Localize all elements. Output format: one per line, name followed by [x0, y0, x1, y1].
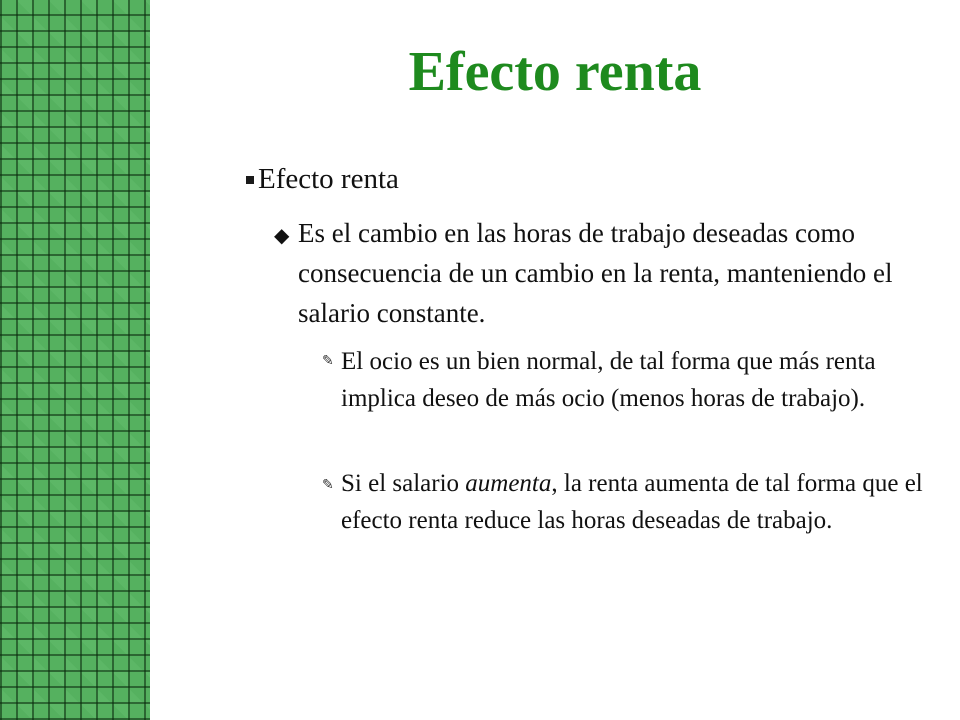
slide-title: Efecto renta	[408, 41, 702, 103]
pen-bullet-icon: ✎	[322, 478, 334, 493]
emphasized-word: aumenta	[465, 470, 552, 497]
square-bullet-icon	[246, 176, 254, 184]
bullet-text-segment: , la renta aumenta de tal forma que el efecto renta reduce las horas deseadas de trabajo.	[341, 470, 923, 534]
bullet-level3-text	[341, 465, 941, 539]
bullet-level3-text: El ocio es un bien normal, de tal forma que más renta implica deseo de más ocio (menos horas de trabajo).	[341, 348, 876, 412]
diamond-bullet-icon: ◆	[274, 225, 290, 247]
bullet-level2-text: Es el cambio en las horas de trabajo deseadas como consecuencia de un cambio en la renta, manteniendo el salario constante.	[298, 218, 893, 328]
bullet-text-segment: Si el salario	[341, 470, 466, 497]
bullet-level1-text: Efecto renta	[258, 163, 399, 195]
pen-bullet-icon: ✎	[322, 354, 334, 369]
